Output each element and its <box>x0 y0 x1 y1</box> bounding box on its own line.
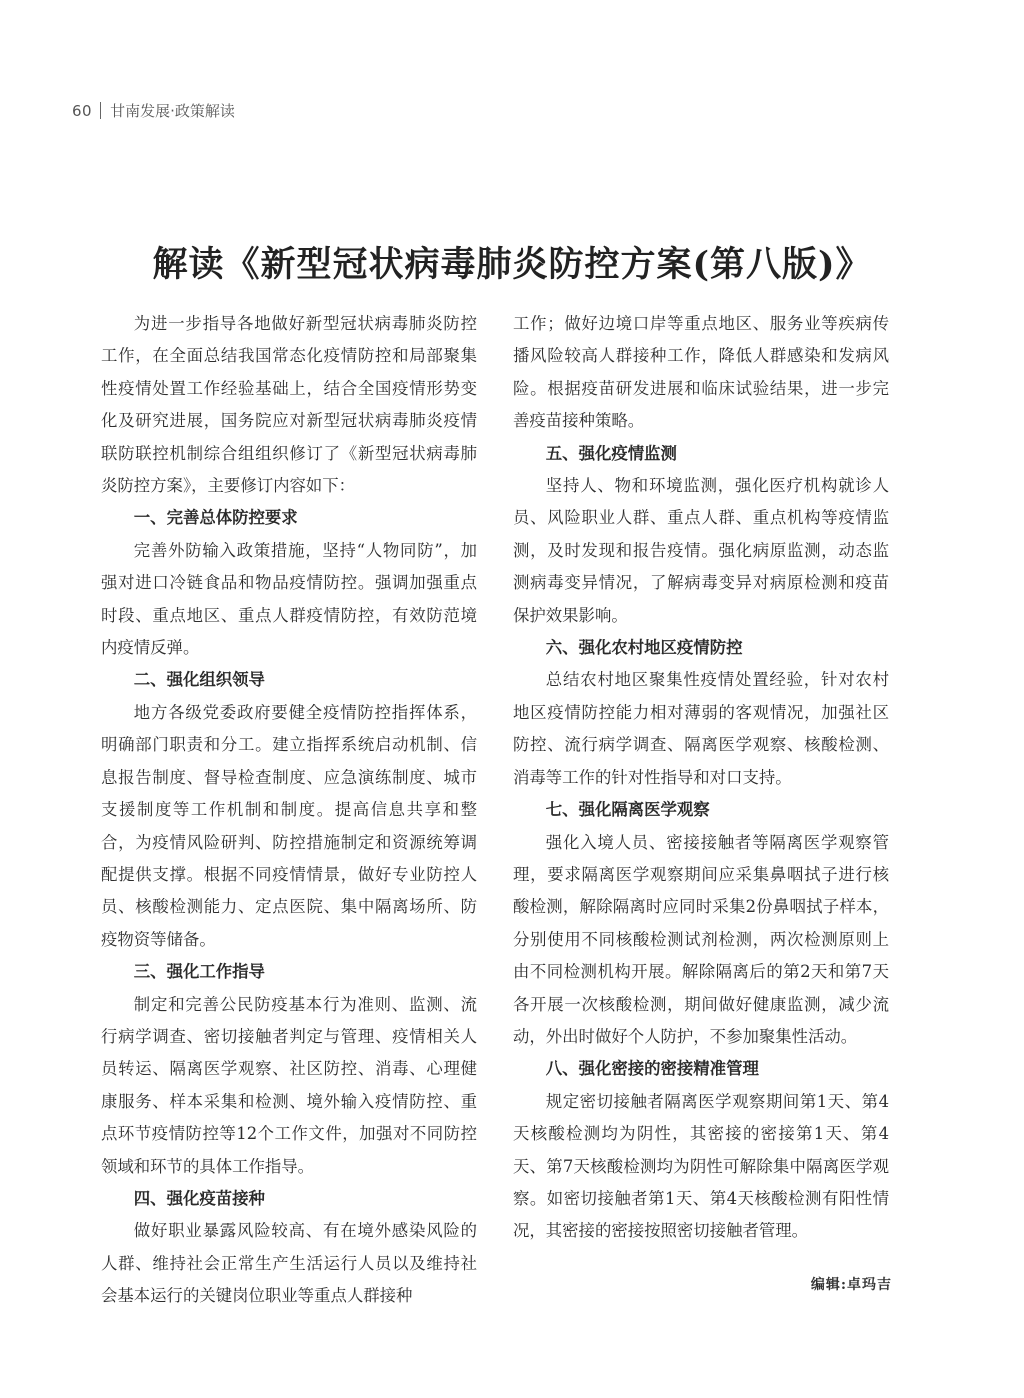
section-heading-8: 八、强化密接的密接精准管理 <box>545 1059 759 1079</box>
section-body-6: 总结农村地区聚集性疫情处置经验，针对农村地区疫情防控能力相对薄弱的客观情况，加强社区防控、流行病学调查、隔离医学观察、核酸检测、消毒等工作的针对性指导和对口支持。 <box>513 670 889 787</box>
section-heading-6: 六、强化农村地区疫情防控 <box>545 638 743 658</box>
section-name: 甘南发展·政策解读 <box>110 102 235 120</box>
section-heading-1: 一、完善总体防控要求 <box>133 508 298 528</box>
section-body-5: 坚持人、物和环境监测，强化医疗机构就诊人员、风险职业人群、重点人群、重点机构等疫情监测，及时发现和报告疫情。强化病原监测，动态监测病毒变异情况，了解病毒变异对病原检测和疫苗保护效果影响。 <box>513 476 889 625</box>
section-heading-4: 四、强化疫苗接种 <box>133 1188 265 1208</box>
section-heading-5: 五、强化疫情监测 <box>545 443 677 463</box>
section-body-4: 做好职业暴露风险较高、有在境外感染风险的人群、维持社会正常生产生活运行人员以及维持社会基本运行的关键岗位职业等重点人群接种 <box>101 1221 477 1306</box>
page-number: 60 <box>72 101 93 120</box>
section-body-3: 制定和完善公民防疫基本行为准则、监测、流行病学调查、密切接触者判定与管理、疫情相关人员转运、隔离医学观察、社区防控、消毒、心理健康服务、样本采集和检测、境外输入疫情防控、重点环节疫情防控等12个工作文件，加强对不同防控领域和环节的具体工作指导。 <box>101 994 477 1176</box>
intro-paragraph: 为进一步指导各地做好新型冠状病毒肺炎防控工作，在全面总结我国常态化疫情防控和局部聚集性疫情处置工作经验基础上，结合全国疫情形势变化及研究进展，国务院应对新型冠状病毒肺炎疫情联防联控机制综合组组织修订了《新型冠状病毒肺炎防控方案》，主要修订内容如下： <box>101 314 477 496</box>
section-body-1: 完善外防输入政策措施，坚持“人物同防”，加强对进口冷链食品和物品疫情防控。强调加强重点时段、重点地区、重点人群疫情防控，有效防范境内疫情反弹。 <box>101 540 477 658</box>
running-header <box>72 100 235 121</box>
section-body-7: 强化入境人员、密接接触者等隔离医学观察管理，要求隔离医学观察期间应采集鼻咽拭子进行核酸检测，解除隔离时应同时采集2份鼻咽拭子样本，分别使用不同核酸检测试剂检测，两次检测原则上由不同检测机构开展。解除隔离后的第2天和第7天各开展一次核酸检测，期间做好健康监测，减少流动，外出时做好个人防护，不参加聚集性活动。 <box>513 832 889 1046</box>
section-body-2: 地方各级党委政府要健全疫情防控指挥体系，明确部门职责和分工。建立指挥系统启动机制、信息报告制度、督导检查制度、应急演练制度、城市支援制度等工作机制和制度。提高信息共享和整合，为疫情风险研判、防控措施制定和资源统筹调配提供支撑。根据不同疫情情景，做好专业防控人员、核酸检测能力、定点医院、集中隔离场所、防疫物资等储备。 <box>101 702 477 949</box>
editor-credit: 编辑:卓玛吉 <box>810 1277 892 1293</box>
section-heading-2: 二、强化组织领导 <box>133 670 265 690</box>
section-heading-7: 七、强化隔离医学观察 <box>545 800 710 820</box>
left-column <box>101 308 477 1313</box>
section-heading-3: 三、强化工作指导 <box>133 962 265 982</box>
article-title: 解读《新型冠状病毒肺炎防控方案(第八版)》 <box>152 244 872 286</box>
header-divider <box>100 102 101 119</box>
section-body-4-continued: 工作；做好边境口岸等重点地区、服务业等疾病传播风险较高人群接种工作，降低人群感染和发病风险。根据疫苗研发进展和临床试验结果，进一步完善疫苗接种策略。 <box>513 314 889 431</box>
section-body-8: 规定密切接触者隔离医学观察期间第1天、第4天核酸检测均为阴性，其密接的密接第1天、第4天、第7天核酸检测均为阴性可解除集中隔离医学观察。如密切接触者第1天、第4天核酸检测有阳性情况，其密接的密接按照密切接触者管理。 <box>513 1091 889 1241</box>
right-column <box>513 308 889 1248</box>
